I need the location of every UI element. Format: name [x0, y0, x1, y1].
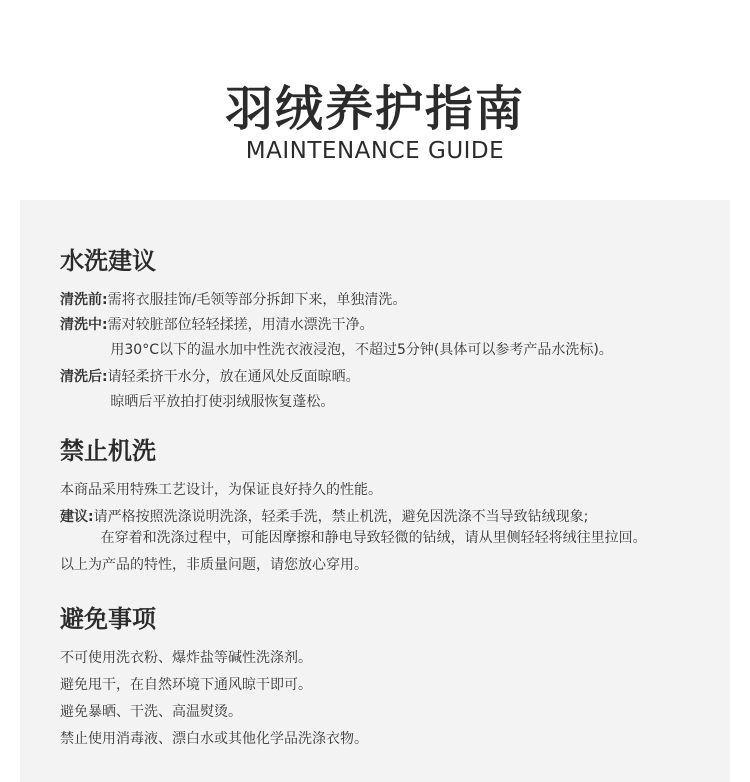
avoid-item: 禁止使用消毒液、漂白水或其他化学品洗涤衣物。: [60, 731, 368, 747]
avoid-item: 不可使用洗衣粉、爆炸盐等碱性洗涤剂。: [60, 650, 312, 666]
advice-row: [60, 507, 720, 528]
no-machine-note: 以上为产品的特性，非质量问题，请您放心穿用。: [60, 557, 368, 573]
wash-before-label: 清洗前:: [60, 292, 108, 308]
wash-section: [60, 246, 720, 413]
wash-during-text-1: 需对较脏部位轻轻揉搓，用清水漂洗干净。: [107, 317, 374, 333]
wash-after-text-1: 请轻柔挤干水分，放在通风处反面晾晒。: [107, 369, 360, 385]
wash-after-label: 清洗后:: [60, 369, 108, 385]
no-machine-section-title: 禁止机洗: [60, 437, 156, 465]
advice-label: 建议:: [60, 509, 94, 525]
wash-during-text-2: 用30°C以下的温水加中性洗衣液浸泡，不超过5分钟(具体可以参考产品水洗标)。: [110, 342, 613, 358]
advice-text-1: 请严格按照洗涤说明洗涤，轻柔手洗，禁止机洗，避免因洗涤不当导致钻绒现象;: [93, 509, 589, 525]
advice-text-2: 在穿着和洗涤过程中，可能因摩擦和静电导致轻微的钻绒，请从里侧轻轻将绒往里拉回。: [100, 530, 647, 546]
header: [0, 0, 750, 200]
wash-during-label: 清洗中:: [60, 317, 108, 333]
no-machine-intro: 本商品采用特殊工艺设计，为保证良好持久的性能。: [60, 482, 382, 498]
avoid-item: 避免暴晒、干洗、高温熨烫。: [60, 704, 242, 720]
wash-before-row: [60, 290, 720, 311]
page-title: 羽绒养护指南: [224, 81, 525, 137]
avoid-item: 避免甩干，在自然环境下通风晾干即可。: [60, 677, 312, 693]
avoid-section: [60, 604, 720, 756]
wash-after-row: [60, 367, 720, 388]
no-machine-section: [60, 436, 720, 576]
avoid-section-title: 避免事项: [60, 605, 156, 633]
guide-panel: [20, 200, 730, 782]
wash-after-text-2: 晾晒后平放拍打使羽绒服恢复蓬松。: [110, 394, 335, 410]
wash-before-text: 需将衣服挂饰/毛领等部分拆卸下来，单独清洗。: [107, 292, 407, 308]
wash-during-row: [60, 315, 720, 336]
page-subtitle: MAINTENANCE GUIDE: [245, 138, 505, 164]
wash-section-title: 水洗建议: [60, 247, 156, 275]
